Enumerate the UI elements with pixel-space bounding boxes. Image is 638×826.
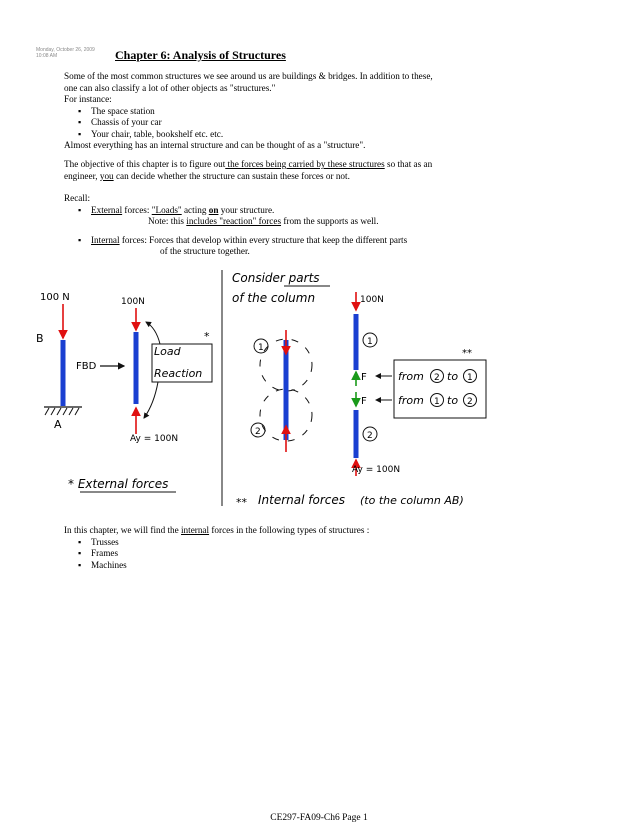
note-text: Note: this — [148, 216, 187, 226]
closing-text: In this chapter, we will find the — [64, 525, 181, 535]
examples-list — [78, 106, 433, 141]
reaction-value-left: Ay = 100N — [130, 434, 179, 444]
from-2-b: 2 — [467, 397, 473, 407]
column-member-a — [61, 340, 66, 406]
part-2-tag-label: 2 — [367, 431, 373, 441]
objective-emphasis: you — [99, 170, 114, 181]
point-a-label: A — [54, 418, 62, 431]
recall-text: acting — [181, 204, 209, 215]
part-2-label: 2 — [255, 427, 261, 437]
point-b-label: B — [36, 332, 44, 345]
forces-figure — [0, 262, 638, 520]
on-word: on — [208, 204, 219, 215]
part-1-member — [354, 314, 359, 370]
intro-line: Almost everything has an internal structure and can be thought of as a "structure". — [64, 140, 366, 150]
load-word: Load — [154, 345, 181, 358]
recall-list — [78, 235, 407, 247]
list-item: ▪ The space station — [78, 106, 433, 118]
list-item: ▪ Trusses — [78, 537, 369, 549]
ground-hatch — [45, 408, 79, 415]
list-item: ▪ Frames — [78, 548, 369, 560]
list-item — [78, 235, 407, 247]
objective-text: engineer, — [64, 170, 100, 181]
objective-text: The objective of this chapter is to figure out — [64, 159, 226, 169]
internal-forces-caption: Internal forces — [258, 493, 346, 507]
consider-heading-2: of the column — [232, 291, 316, 305]
closing-section — [64, 525, 369, 571]
list-item: ▪ Machines — [78, 560, 369, 572]
intro-line: Some of the most common structures we see around us are buildings & bridges. In addition to these, — [64, 71, 433, 81]
closing-line — [64, 525, 369, 537]
objective-line — [64, 171, 432, 183]
from-1-a: 2 — [434, 373, 440, 383]
internal-word: Internal — [91, 234, 120, 245]
recall-heading: Recall: — [64, 193, 91, 203]
page-footer: CE297-FA09-Ch6 Page 1 — [270, 813, 368, 823]
pointer-to-reaction — [144, 382, 158, 418]
objective-line — [64, 159, 432, 171]
recall-list — [78, 205, 407, 217]
part-2-member — [354, 410, 359, 458]
loads-word: "Loads" — [151, 204, 182, 215]
page-title: Chapter 6: Analysis of Structures — [115, 48, 286, 62]
reaction-word: Reaction — [154, 367, 203, 380]
note-text: from the supports as well. — [281, 216, 379, 226]
intro-line: For instance: — [64, 94, 112, 104]
list-item: ▪ Chassis of your car — [78, 117, 433, 129]
f-label-bottom: F — [361, 396, 367, 407]
star-mark: * — [204, 330, 210, 343]
reaction-value-right: Ay = 100N — [352, 465, 401, 475]
cut-column-member — [284, 340, 289, 440]
load-label-b: 100N — [121, 297, 145, 307]
objective-section — [64, 159, 432, 182]
objective-text: so that as an — [384, 159, 433, 169]
objective-text: can decide whether the structure can sustain these forces or not. — [113, 170, 350, 181]
to-label-1: to — [447, 370, 459, 383]
part-1-tag-label: 1 — [367, 337, 373, 347]
from-label-1: from — [398, 370, 424, 383]
note-time: 10:08 AM — [36, 53, 58, 59]
list-item — [78, 205, 407, 217]
note-timestamp — [36, 47, 95, 59]
from-2-a: 1 — [434, 397, 440, 407]
intro-section — [64, 71, 433, 152]
load-label-a: 100 N — [40, 292, 70, 303]
recall-text: your structure. — [218, 204, 275, 215]
list-item: ▪ Your chair, table, bookshelf etc. etc. — [78, 129, 433, 141]
external-forces-caption: * External forces — [68, 477, 169, 491]
pointer-to-load — [146, 322, 160, 344]
closing-text: forces in the following types of structures : — [209, 525, 370, 535]
structure-types-list — [78, 537, 369, 572]
note-date: Monday, October 26, 2009 — [36, 47, 95, 53]
objective-emphasis: the forces being carried by these structures — [225, 159, 385, 169]
internal-caption-star: ** — [236, 496, 247, 509]
from-to-box — [394, 360, 486, 418]
f-label-top: F — [361, 372, 367, 383]
from-label-2: from — [398, 394, 424, 407]
to-label-2: to — [447, 394, 459, 407]
note-emphasis: includes "reaction" forces — [186, 216, 282, 226]
intro-line: one can also classify a lot of other objects as "structures." — [64, 82, 276, 93]
part-1-label: 1 — [258, 343, 264, 353]
recall-section — [64, 193, 407, 258]
double-star: ** — [462, 348, 472, 359]
recall-note — [148, 216, 407, 228]
consider-heading-1: Consider parts — [232, 271, 320, 285]
column-ab-caption: (to the column AB) — [360, 494, 464, 507]
fbd-member — [134, 332, 139, 404]
fbd-label: FBD — [76, 361, 97, 372]
load-label-c: 100N — [360, 295, 384, 305]
recall-text: forces: Forces that develop within every structure that keep the different parts — [119, 234, 408, 245]
from-1-b: 1 — [467, 373, 473, 383]
recall-internal-continued: of the structure together. — [160, 246, 250, 256]
internal-emphasis: internal — [181, 525, 210, 535]
external-word: External — [91, 204, 123, 215]
recall-text: forces: — [122, 204, 152, 215]
